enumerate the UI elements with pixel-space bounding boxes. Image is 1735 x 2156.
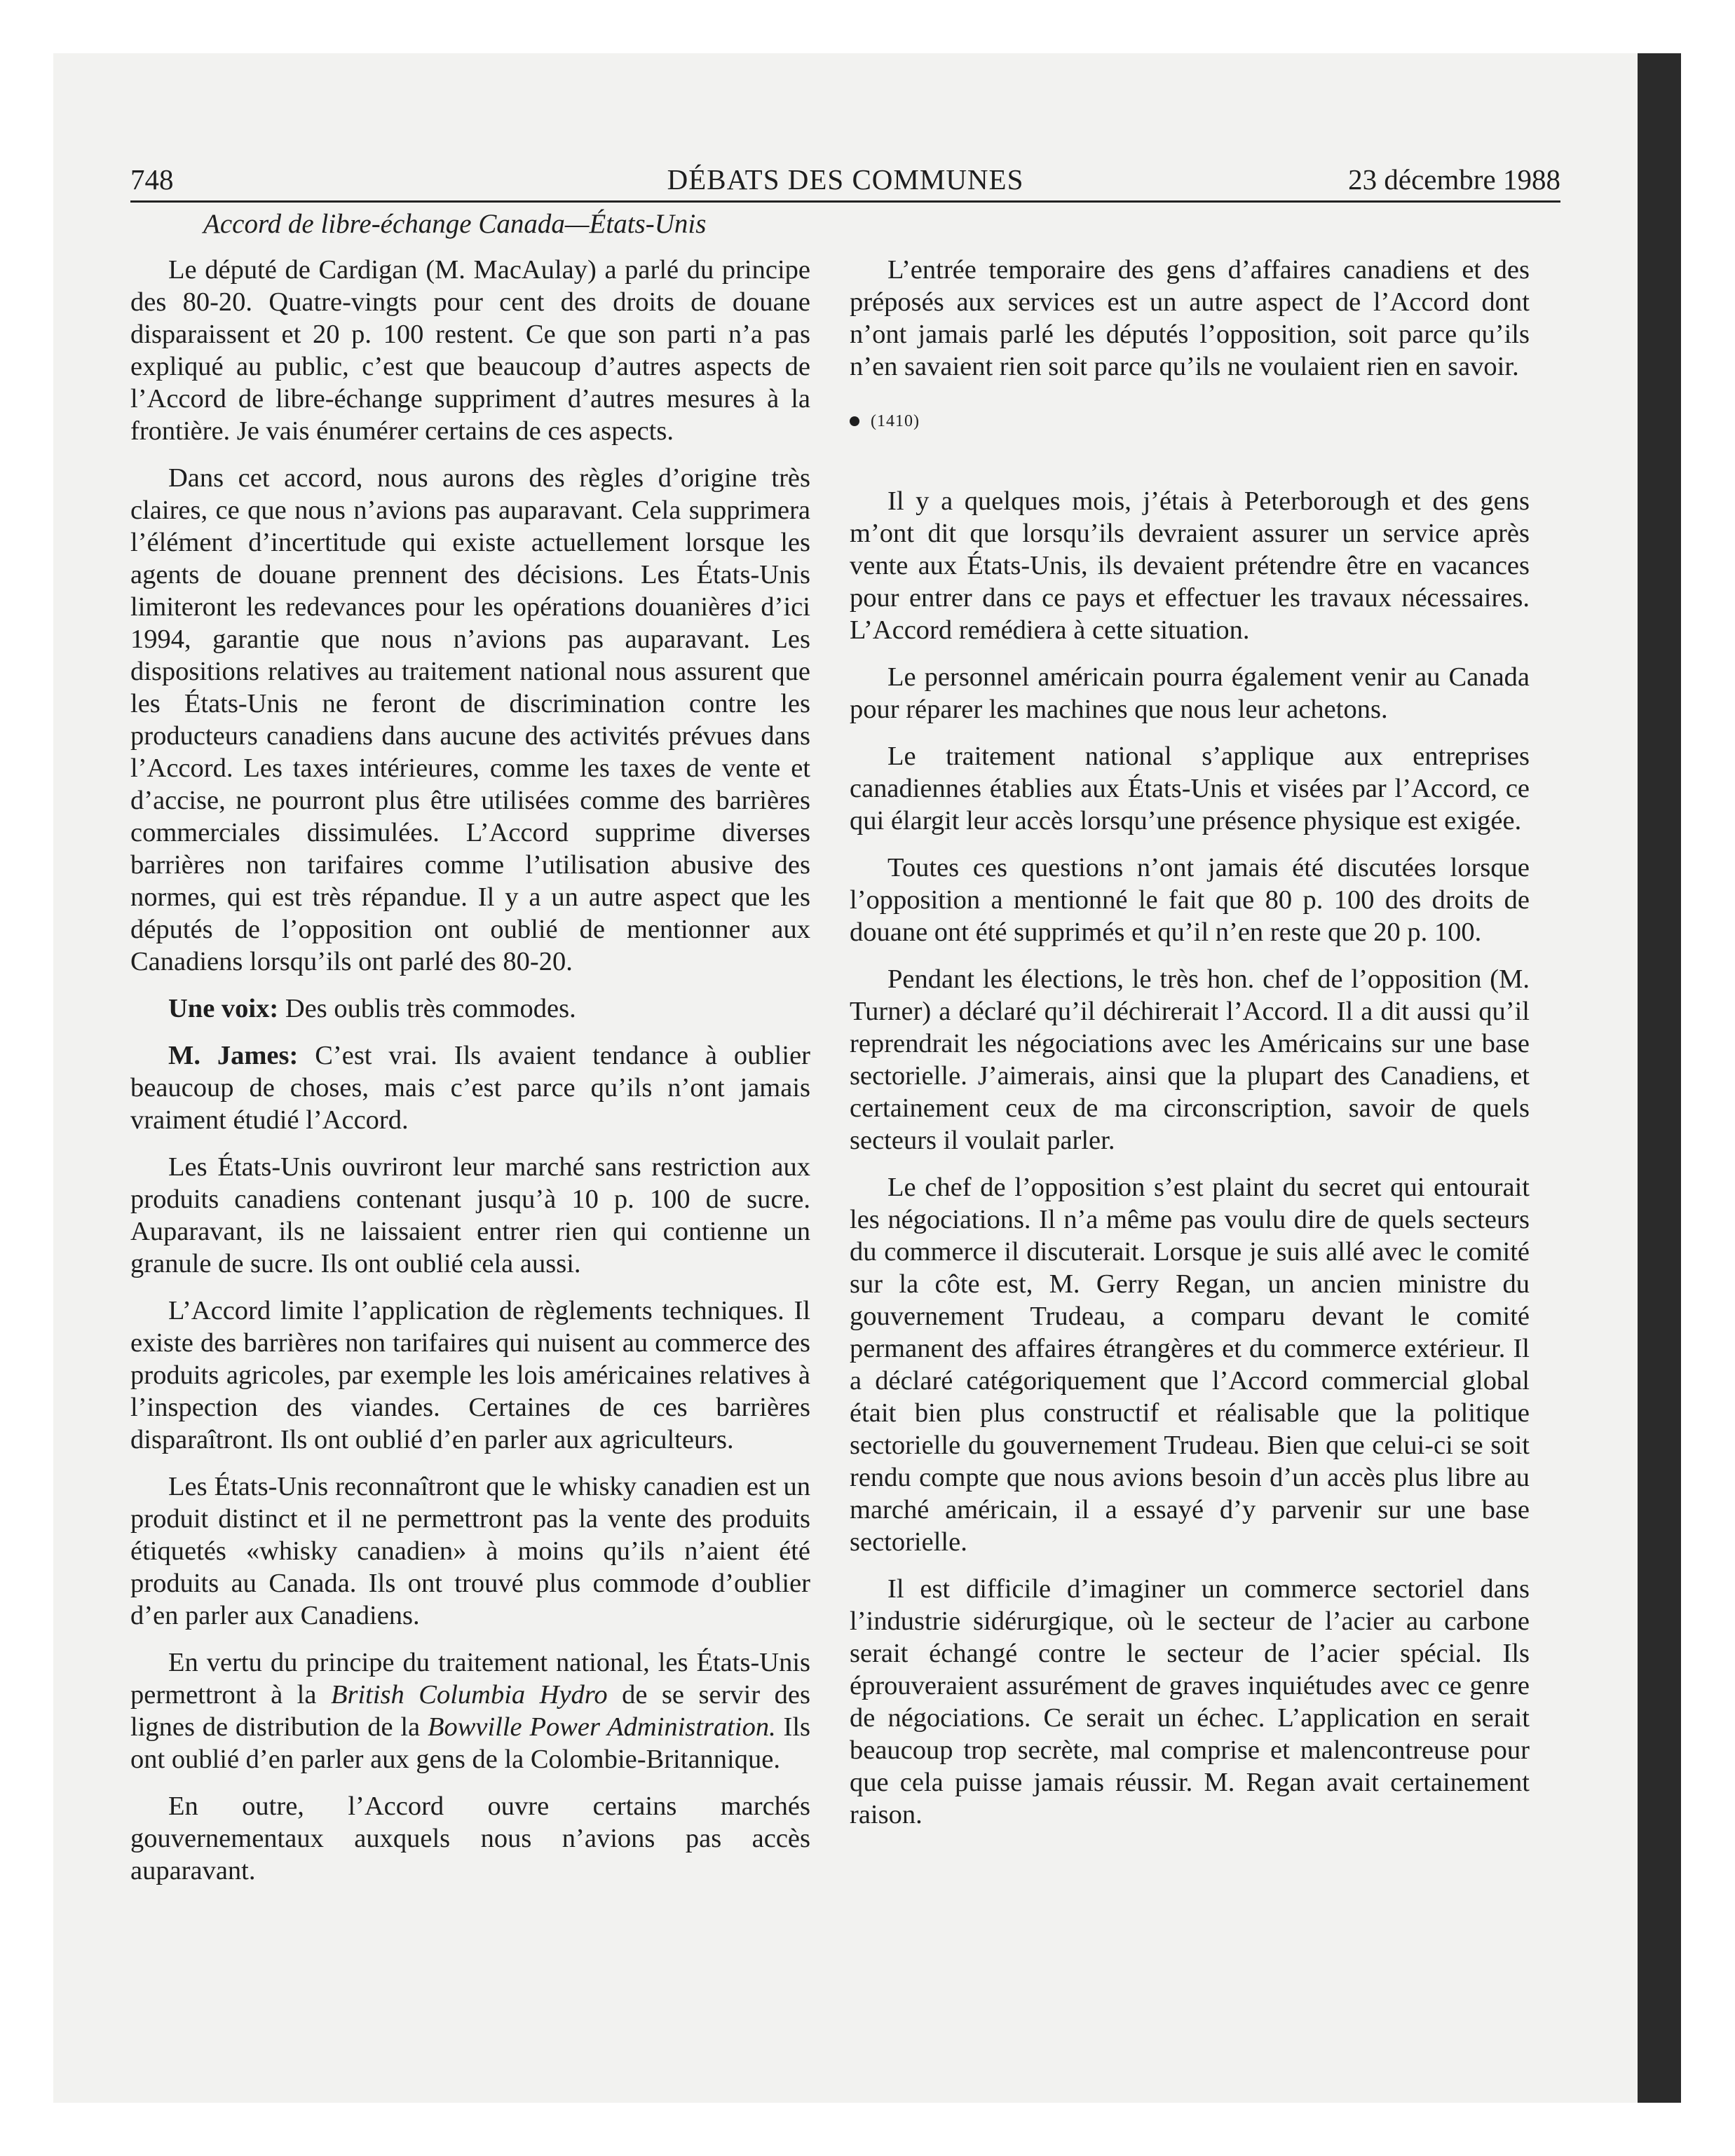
paragraph: Le traitement national s’applique aux entreprises canadiennes établies aux États-Unis et visées par l’Accord, ce qui élargit leur accès lorsqu’une présence physique est exigée.	[850, 742, 1530, 835]
paragraph: Le chef de l’opposition s’est plaint du secret qui entourait les négociations. Il n’a même pas voulu dire de quels secteurs du commerce il discuterait. Lorsque je suis allé avec le comité sur la côte est, M. Gerry Regan, un ancien ministre du gouvernement Trudeau, a comparu devant le comité permanent des affaires étrangères et du commerce extérieur. Il a déclaré catégoriquement que l’Accord commercial global était bien plus constructif et réalisable que la politique sectorielle du gouvernement Trudeau. Bien que celui-ci se soit rendu compte que nous avions besoin d’un accès plus libre au marché américain, il a essayé d’y parvenir sur une base sectorielle.	[850, 1173, 1530, 1557]
interjection-paragraph	[130, 992, 810, 1025]
paragraph: Il est difficile d’imaginer un commerce sectoriel dans l’industrie sidérurgique, où le secteur de l’acier au carbone serait échangé contre le secteur de l’acier spécial. Ils éprouveraient assurément de graves inquiétudes avec ce genre de négociations. Ce serait un échec. L’application en serait beaucoup trop secrète, mal comprise et malencontreuse pour que cela puisse jamais réussir. M. Regan avait certainement raison.	[850, 1574, 1530, 1829]
paragraph: Le député de Cardigan (M. MacAulay) a parlé du principe des 80-20. Quatre-vingts pour cent des droits de douane disparaissent et 20 p. 100 restent. Ce que son parti n’a pas expliqué au public, c’est que beaucoup d’autres aspects de l’Accord de libre-échange suppriment d’autres mesures à la frontière. Je vais énumérer certains de ces aspects.	[130, 255, 810, 446]
paragraph: Les États-Unis ouvriront leur marché sans restriction aux produits canadiens contenant jusqu’à 10 p. 100 de sucre. Auparavant, ils ne laissaient entrer rien qui contienne un granule de sucre. Ils ont oublié cela aussi.	[130, 1152, 810, 1278]
header-date: 23 décembre 1988	[1348, 163, 1560, 196]
paragraph: Pendant les élections, le très hon. chef de l’opposition (M. Turner) a déclaré qu’il déchirerait l’Accord. Il a dit aussi qu’il reprendrait les négociations avec les Américains sur une base sectorielle. J’aimerais, ainsi que la plupart des Canadiens, et certainement ceux de ma circonscription, savoir de quels secteurs il voulait parler.	[850, 964, 1530, 1155]
time-marker	[850, 405, 1530, 437]
speech-text: Des oublis très commodes.	[278, 994, 576, 1023]
right-column	[850, 254, 1530, 1845]
text-segment: En vertu du principe du traitement national, les États-Unis permettront à la	[130, 1648, 810, 1710]
page-number: 748	[130, 163, 174, 196]
page-header	[130, 158, 1560, 203]
bullet-icon	[850, 416, 859, 426]
italic-name: Bowville Power Administration.	[427, 1712, 776, 1742]
publication-title: DÉBATS DES COMMUNES	[667, 163, 1024, 196]
text-segment: Ils ont oublié d’en parler aux gens de la Colombie-Britannique.	[130, 1712, 810, 1774]
text-segment: de se servir des lignes de distribution de la	[130, 1680, 810, 1742]
italic-name: British Columbia Hydro	[330, 1680, 608, 1710]
paragraph: Les États-Unis reconnaîtront que le whisky canadien est un produit distinct et il ne permettront pas la vente des produits étiquetés «whisky canadien» à moins qu’ils n’aient été produits au Canada. Ils ont trouvé plus commode d’oublier d’en parler aux Canadiens.	[130, 1472, 810, 1630]
left-column	[130, 254, 810, 1902]
paragraph: Le personnel américain pourra également venir au Canada pour réparer les machines que nous leur achetons.	[850, 662, 1530, 724]
paragraph: Il y a quelques mois, j’étais à Peterborough et des gens m’ont dit que lorsqu’ils devraient assurer un service après vente aux États-Unis, ils devaient prétendre être en vacances pour entrer dans ce pays et effectuer les travaux nécessaires. L’Accord remédiera à cette situation.	[850, 486, 1530, 645]
speaker-name: Une voix:	[168, 994, 279, 1023]
paragraph: En outre, l’Accord ouvre certains marchés gouvernementaux auxquels nous n’avions pas accès auparavant.	[130, 1792, 810, 1885]
section-subheading: Accord de libre-échange Canada—États-Unis	[203, 209, 707, 239]
paragraph: Toutes ces questions n’ont jamais été discutées lorsque l’opposition a mentionné le fait que 80 p. 100 des droits de douane ont été supprimés et qu’il n’en reste que 20 p. 100.	[850, 853, 1530, 947]
paragraph: L’entrée temporaire des gens d’affaires canadiens et des préposés aux services est un autre aspect de l’Accord dont n’ont jamais parlé les députés l’opposition, soit parce qu’ils n’en savaient rien soit parce qu’ils ne voulaient rien en savoir.	[850, 255, 1530, 381]
scan-edge-bar	[1638, 53, 1681, 2103]
speaker-name: M. James:	[168, 1041, 299, 1070]
paragraph: L’Accord limite l’application de règlements techniques. Il existe des barrières non tarifaires qui nuisent au commerce des produits agricoles, par exemple les lois américaines relatives à l’inspection des viandes. Certaines de ces barrières disparaîtront. Ils ont oublié d’en parler aux agriculteurs.	[130, 1296, 810, 1454]
speech-text: C’est vrai. Ils avaient tendance à oublier beaucoup de choses, mais c’est parce qu’ils n’ont jamais vraiment étudié l’Accord.	[130, 1041, 810, 1135]
speech-paragraph	[130, 1039, 810, 1136]
paragraph: Dans cet accord, nous aurons des règles d’origine très claires, ce que nous n’avions pas auparavant. Cela supprimera l’élément d’incertitude qui existe actuellement lorsque les agents de douane prennent des décisions. Les États-Unis limiteront les redevances pour les opérations douanières d’ici 1994, garantie que nous n’avions pas auparavant. Les dispositions relatives au traitement national nous assurent que les États-Unis ne feront de discrimination contre les producteurs canadiens dans aucune des activités prévues dans l’Accord. Les taxes intérieures, comme les taxes de vente et d’accise, ne pourront plus être utilisées comme des barrières commerciales dissimulées. L’Accord supprime diverses barrières non tarifaires comme l’utilisation abusive des normes, qui est très répandue. Il y a un autre aspect que les députés de l’opposition ont oublié de mentionner aux Canadiens lorsqu’ils ont parlé des 80-20.	[130, 463, 810, 976]
time-marker-text: (1410)	[871, 412, 920, 430]
paragraph	[130, 1646, 810, 1775]
